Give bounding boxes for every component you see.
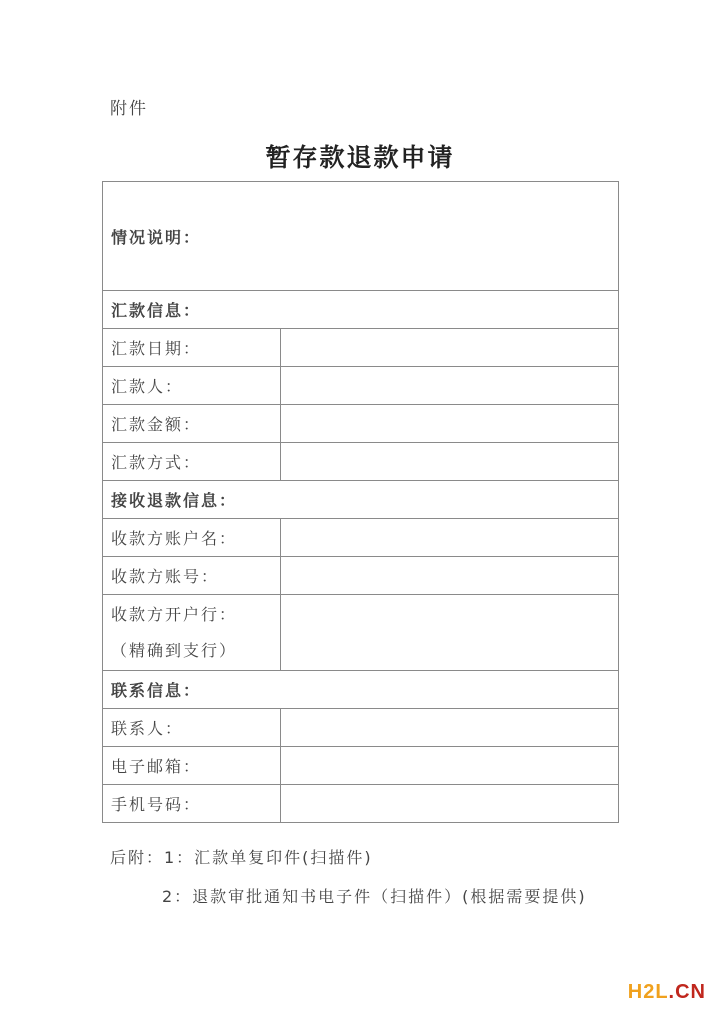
- contact-section-row: [103, 671, 619, 709]
- table-row: [103, 709, 619, 747]
- payee-bank-field[interactable]: [281, 595, 619, 671]
- attachments-note-2: 2：退款审批通知书电子件（扫描件）(根据需要提供): [162, 887, 587, 906]
- phone-field[interactable]: [281, 785, 619, 823]
- table-row: [103, 367, 619, 405]
- remitter-label: 汇款人：: [103, 367, 281, 405]
- page-title: 暂存款退款申请: [265, 143, 455, 172]
- remit-section-heading: 汇款信息：: [103, 291, 619, 329]
- phone-label: 手机号码：: [103, 785, 281, 823]
- payee-bank-label-line1: 收款方开户行：: [111, 604, 238, 624]
- email-field[interactable]: [281, 747, 619, 785]
- remit-amount-label: 汇款金额：: [103, 405, 281, 443]
- table-row: [103, 519, 619, 557]
- payee-account-field[interactable]: [281, 557, 619, 595]
- remit-date-field[interactable]: [281, 329, 619, 367]
- remit-section-row: [103, 291, 619, 329]
- email-label: 电子邮箱：: [103, 747, 281, 785]
- site-watermark: [628, 981, 706, 1004]
- payee-name-field[interactable]: [281, 519, 619, 557]
- payee-bank-label: [103, 595, 281, 671]
- table-row: [103, 329, 619, 367]
- payee-name-label: 收款方账户名：: [103, 519, 281, 557]
- table-row: [103, 443, 619, 481]
- table-row: [103, 595, 619, 671]
- refund-section-row: [103, 481, 619, 519]
- remitter-field[interactable]: [281, 367, 619, 405]
- remit-method-field[interactable]: [281, 443, 619, 481]
- table-row: [103, 747, 619, 785]
- refund-section-heading: 接收退款信息：: [103, 481, 619, 519]
- table-row: [103, 557, 619, 595]
- situation-field[interactable]: [103, 182, 619, 291]
- refund-application-form: [102, 181, 619, 823]
- watermark-brand: H2L: [627, 981, 669, 1003]
- attachments-note-1: 后附：1：汇款单复印件(扫描件): [110, 848, 373, 867]
- remit-date-label: 汇款日期：: [103, 329, 281, 367]
- remit-amount-field[interactable]: [281, 405, 619, 443]
- situation-label: 情况说明：: [111, 227, 202, 247]
- contact-person-field[interactable]: [281, 709, 619, 747]
- payee-bank-label-line2: （精确到支行）: [111, 640, 238, 660]
- contact-section-heading: 联系信息：: [103, 671, 619, 709]
- table-row: [103, 405, 619, 443]
- watermark-suffix: .CN: [668, 981, 706, 1003]
- table-row: [103, 785, 619, 823]
- payee-account-label: 收款方账号：: [103, 557, 281, 595]
- remit-method-label: 汇款方式：: [103, 443, 281, 481]
- attachment-label: 附件: [110, 99, 148, 119]
- situation-row: [103, 182, 619, 291]
- contact-person-label: 联系人：: [103, 709, 281, 747]
